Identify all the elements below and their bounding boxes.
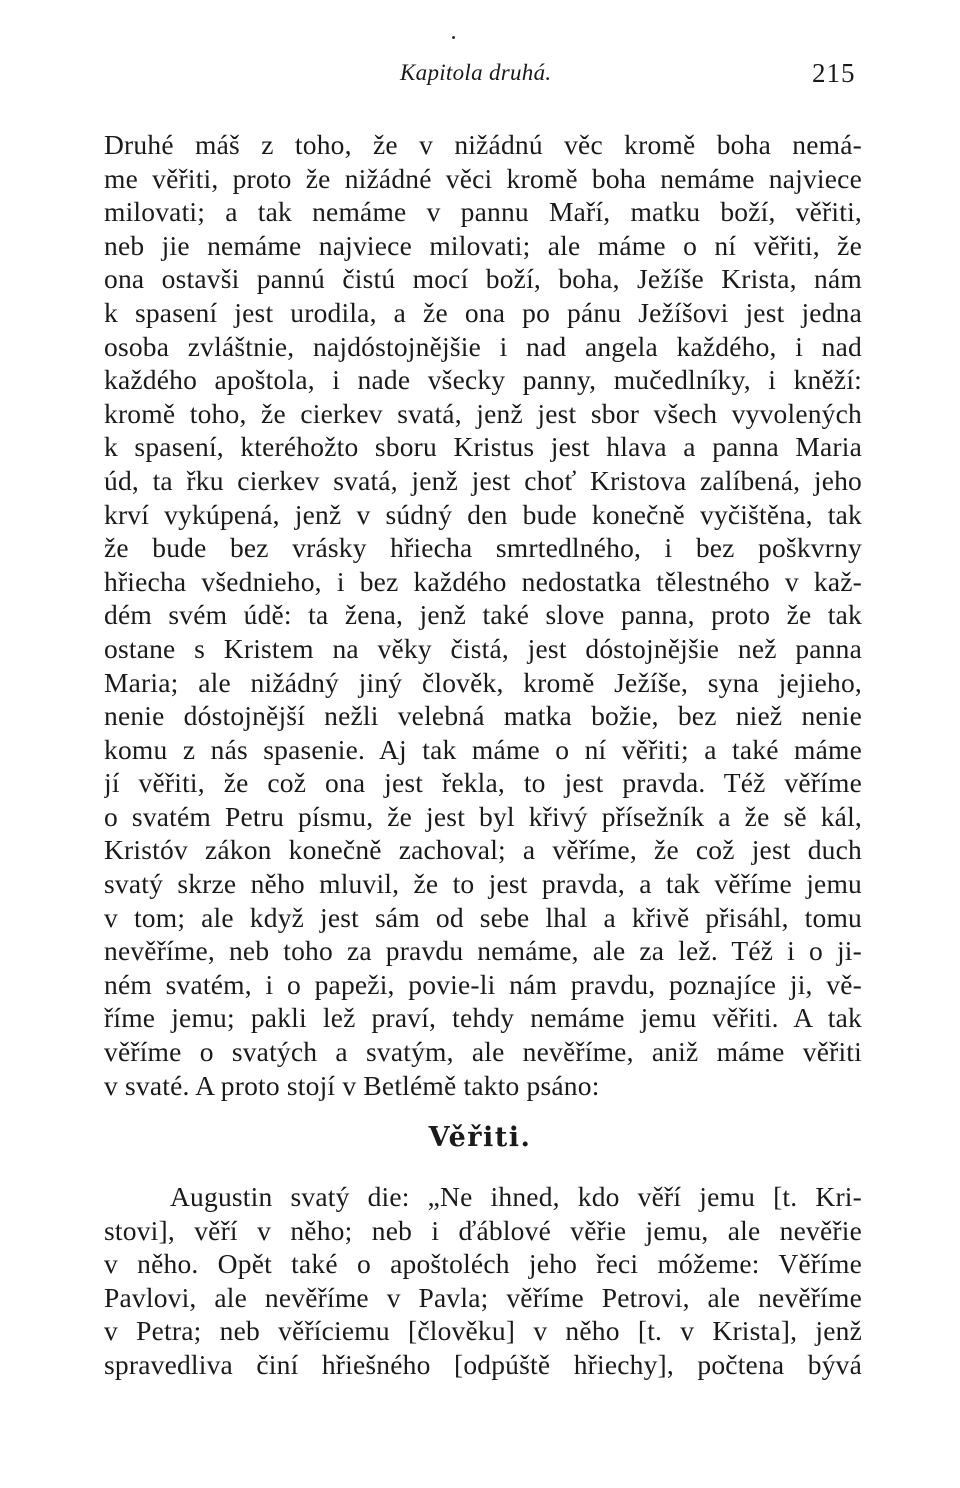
text-line: Pavlovi, ale nevěříme v Pavla; věříme Petrovi, ale nevěříme (104, 1281, 862, 1313)
text-line: v Petra; neb věříciemu [člověku] v něho [t. v Krista], jenž (104, 1315, 862, 1347)
text-line: ona ostavši pannú čistú mocí boží, boha, Ježíše Krista, nám (104, 263, 862, 295)
text-line: v tom; ale když jest sám od sebe lhal a křivě přisáhl, tomu (104, 901, 862, 933)
main-paragraph (104, 128, 862, 1102)
running-head: Kapitola druhá. (400, 60, 552, 85)
text-line: věříme o svatých a svatým, ale nevěříme, aniž máme věřiti (104, 1036, 862, 1068)
text-line: že bude bez vrásky hřiecha smrtedlného, i bez poškvrny (104, 532, 862, 564)
text-line: každého apoštola, i nade všecky panny, mučedlníky, i kněží: (104, 364, 862, 396)
text-line: kromě toho, že cierkev svatá, jenž jest sbor všech vyvolených (104, 397, 862, 429)
text-line: úd, ta řku cierkev svatá, jenž jest choť Kristova zalíbená, jeho (104, 464, 862, 496)
page-speck (452, 36, 455, 39)
text-line: Maria; ale nižádný jiný člověk, kromě Ježíše, syna jejieho, (104, 666, 862, 698)
text-line: ostane s Kristem na věky čistá, jest dóstojnějšie než panna (104, 632, 862, 664)
text-line: v svaté. A proto stojí v Betlémě takto psáno: (104, 1069, 600, 1101)
page-number: 215 (812, 58, 856, 88)
text-line: ném svatém, i o papeži, povie-li nám pravdu, poznajíce ji, vě- (104, 968, 862, 1000)
text-line: krví vykúpená, jenž v súdný den bude konečně vyčištěna, tak (104, 498, 862, 530)
text-line: neb jie nemáme najviece milovati; ale máme o ní věřiti, že (104, 229, 862, 261)
text-line: k spasení jest urodila, a že ona po pánu Ježíšovi jest jedna (104, 296, 862, 328)
text-line: hřiecha všednieho, i bez každého nedostatka tělestného v kaž- (104, 565, 862, 597)
text-line: dém svém údě: ta žena, jenž také slove panna, proto že tak (104, 599, 862, 631)
text-line: Druhé máš z toho, že v nižádnú věc kromě boha nemá- (104, 129, 862, 160)
second-paragraph (104, 1180, 862, 1382)
text-line: me věřiti, proto že nižádné věci kromě boha nemáme najviece (104, 162, 862, 194)
text-line: svatý skrze něho mluvil, že to jest pravda, a tak věříme jemu (104, 868, 862, 900)
text-line: nenie dóstojnější nežli velebná matka božie, bez niež nenie (104, 700, 862, 732)
text-line: komu z nás spasenie. Aj tak máme o ní věřiti; a také máme (104, 733, 862, 765)
text-line: stovi], věří v něho; neb i ďáblové věřie jemu, ale nevěřie (104, 1214, 862, 1246)
text-line: jí věřiti, že což ona jest řekla, to jest pravda. Též věříme (104, 767, 862, 799)
text-line: milovati; a tak nemáme v pannu Maří, matku boží, věřiti, (104, 196, 862, 228)
text-line: spravedliva činí hřiešného [odpúště hřiechy], počtena bývá (104, 1348, 862, 1380)
section-heading: Věřiti. (428, 1122, 532, 1153)
text-line: osoba zvláštnie, najdóstojnějšie i nad angela každého, i nad (104, 330, 862, 362)
text-line: v něho. Opět také o apoštoléch jeho řeci móžeme: Věříme (104, 1248, 862, 1280)
text-line: k spasení, kteréhožto sboru Kristus jest hlava a panna Maria (104, 431, 862, 463)
text-line: Augustin svatý die: „Ne ihned, kdo věří jemu [t. Kri- (170, 1181, 862, 1212)
text-line: říme jemu; pakli lež praví, tehdy nemáme jemu věřiti. A tak (104, 1002, 862, 1034)
text-line: o svatém Petru písmu, že jest byl křivý přísežník a že sě kál, (104, 800, 862, 832)
text-line: nevěříme, neb toho za pravdu nemáme, ale za lež. Též i o ji- (104, 935, 862, 967)
text-line: Kristóv zákon konečně zachoval; a věříme, že což jest duch (104, 834, 862, 866)
